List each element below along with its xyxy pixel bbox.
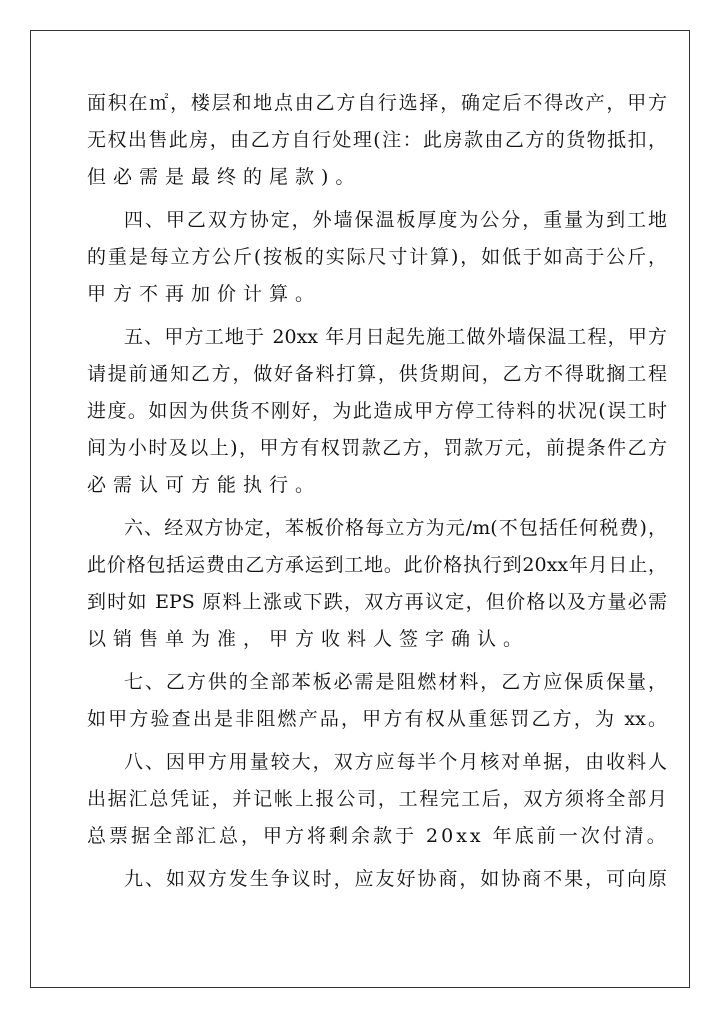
text-line: 以销售单为准，甲方收料人签字确认。 bbox=[87, 628, 530, 650]
text-line: 如甲方验查出是非阻燃产品，甲方有权从重惩罚乙方，为 xx。 bbox=[87, 708, 667, 730]
text-line: 进度。如因为供货不刚好，为此造成甲方停工待料的状况(误工时 bbox=[87, 400, 667, 422]
text-line: 但必需是最终的尾款)。 bbox=[87, 166, 362, 188]
text-line: 此价格包括运费由乙方承运到工地。此价格执行到20xx年月日止， bbox=[87, 554, 667, 576]
text-line: 必需认可方能执行。 bbox=[87, 474, 322, 496]
text-line: 甲方不再加价计算。 bbox=[87, 283, 322, 305]
clause-7-line: 七、乙方供的全部苯板必需是阻燃材料，乙方应保质保量， bbox=[124, 671, 667, 693]
text-line: 无权出售此房，由乙方自行处理(注：此房款由乙方的货物抵扣， bbox=[87, 129, 667, 151]
text-line: 的重是每立方公斤(按板的实际尺寸计算)，如低于如高于公斤， bbox=[87, 246, 667, 268]
clause-9-line: 九、如双方发生争议时，应友好协商，如协商不果，可向原 bbox=[124, 868, 667, 890]
text-line: 总票据全部汇总，甲方将剩余款于 20xx 年底前一次付清。 bbox=[87, 825, 669, 847]
text-line: 面积在㎡，楼层和地点由乙方自行选择，确定后不得改产，甲方 bbox=[87, 92, 667, 114]
clause-6-line: 六、经双方协定，苯板价格每立方为元/m(不包括任何税费)， bbox=[124, 517, 667, 539]
clause-8-line: 八、因甲方用量较大，双方应每半个月核对单据，由收料人 bbox=[124, 751, 667, 773]
text-line: 到时如 EPS 原料上涨或下跌，双方再议定，但价格以及方量必需 bbox=[87, 591, 667, 613]
clause-4-line: 四、甲乙双方协定，外墙保温板厚度为公分，重量为到工地 bbox=[124, 209, 667, 231]
text-line: 出据汇总凭证，并记帐上报公司，工程完工后，双方须将全部月 bbox=[87, 788, 667, 810]
text-line: 间为小时及以上)，甲方有权罚款乙方，罚款万元，前提条件乙方 bbox=[87, 437, 667, 459]
clause-5-line: 五、甲方工地于 20xx 年月日起先施工做外墙保温工程，甲方 bbox=[124, 326, 667, 348]
text-line: 请提前通知乙方，做好备料打算，供货期间，乙方不得耽搁工程 bbox=[87, 363, 667, 385]
